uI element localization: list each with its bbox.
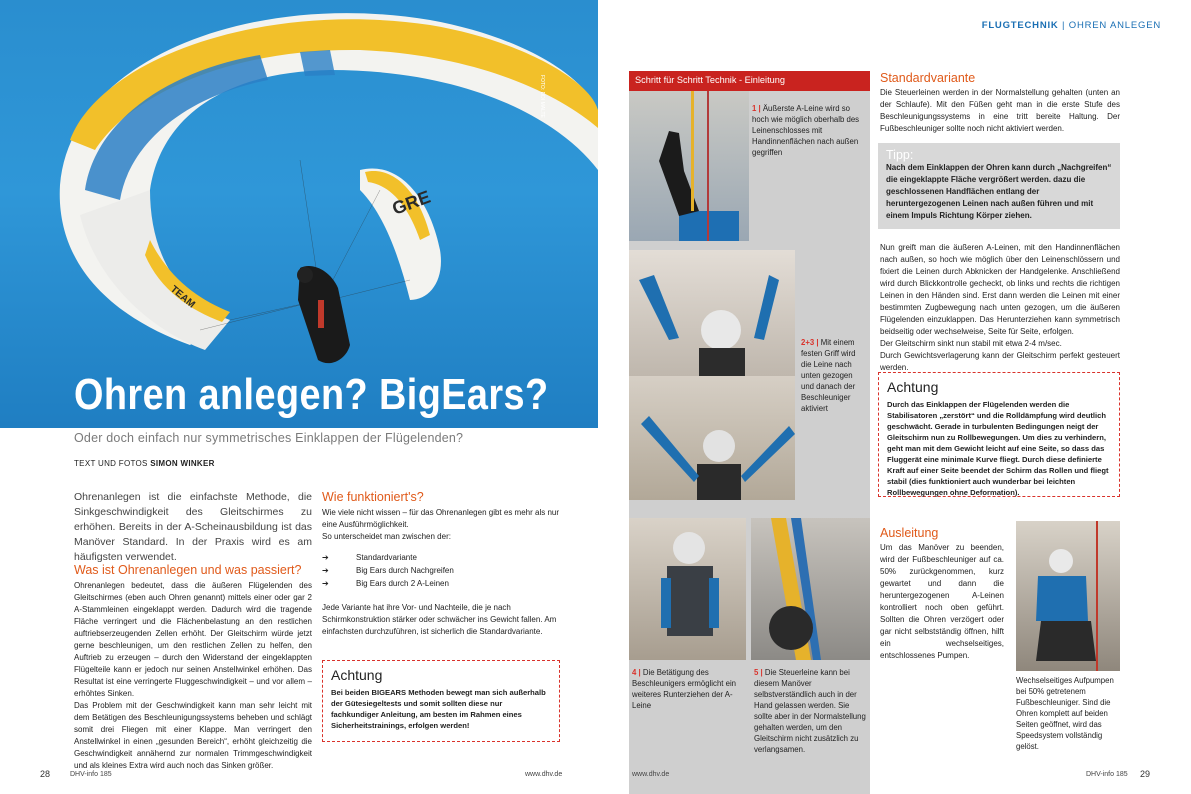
running-header <box>982 20 1161 31</box>
byline <box>74 459 215 468</box>
step-photo-5 <box>751 518 870 660</box>
list-item-label: Standardvariante <box>356 553 417 562</box>
page-subtitle: Oder doch einfach nur symmetrisches Einklappen der Flügelenden? <box>74 431 464 445</box>
section-body-2: Das Problem mit der Geschwindigkeit kann man sehr leicht mit dem Betätigen des Beschleunigungssystems beheben und schlägt somit drei Fliegen mit einer Klappe. Man verringert den Anstellwinkel in einen „gesunden Bereich“, erhöht gleichzeitig die Geschwindigkeit annähernd zur normalen Trimmgeschwindigkeit und als kleines Extra wird auch noch das Sinken größer. <box>74 701 312 770</box>
step-photo-4 <box>629 518 746 660</box>
section-heading: Was ist Ohrenanlegen und was passiert? <box>74 563 302 577</box>
tip-box <box>878 143 1120 229</box>
list-item <box>322 551 562 564</box>
caption-text: Die Steuerleine kann bei diesem Manöver selbstverständlich auch in der Hand gelassen werden. Sie sollte aber in der Normalstellung gehalten werden, um den Gleitschirm nicht zusätzlich zu verlangsamen. <box>754 668 866 754</box>
body-paragraph-3: Durch Gewichtsverlagerung kann der Gleitschirm perfekt gesteuert werden. <box>880 351 1120 372</box>
list-item-label: Big Ears durch Nachgreifen <box>356 566 454 575</box>
pumping-photo <box>1016 521 1120 671</box>
section-body: Die Steuerleinen werden in der Normalstellung gehalten (unten an der Schlaufe). Mit den Füßen geht man in die erste Stufe des Beschleunigungssystems in eine tritt bereite Haltung. Der Fußbeschleuniger sollte noch nicht aktiviert werden. <box>880 88 1120 133</box>
list-item <box>322 577 562 590</box>
step-photo-3 <box>629 376 795 500</box>
photo-credit: FOTO: DDI MALTE <box>539 75 545 118</box>
caption-step-2-3 <box>801 337 867 414</box>
wing-logo-team: TEAM <box>168 283 197 311</box>
byline-author: SIMON WINKER <box>150 459 215 468</box>
wing-logo-text: GRE <box>389 186 434 219</box>
caption-number: 1 | <box>752 104 761 113</box>
intro-paragraph: Ohrenanlegen ist die einfachste Methode, die Sinkgeschwindigkeit des Gleitschirmes zu erhöhen. Bereits in der A-Scheinausbildung ist das Manöver Standard. In der Praxis wird es am häufigsten verwendet. <box>74 491 312 563</box>
footer-right: DHV-info 185 <box>1086 771 1128 778</box>
page-title: Ohren anlegen? BigEars? <box>74 370 549 419</box>
section-body: Um das Manöver zu beenden, wird der Fußbeschleuniger auf ca. 50% zurückgenommen, kurz gewartet und dann die heruntergezogenen A-Leinen kontrolliert noch oben geführt. Sollten die Ohren verzögert oder gar nicht selbstständig öffnen, hilft ein wechselseitiges, entschlossenes Pumpen. <box>880 543 1004 660</box>
caption-text: Äußerste A-Leine wird so hoch wie möglich oberhalb des Leinenschlosses mit Handinnenflächen nach außen gegriffen <box>752 104 860 157</box>
caption-number: 2+3 | <box>801 338 819 347</box>
step-photo-2 <box>629 250 795 376</box>
footer-left: DHV-info 185 <box>70 771 112 778</box>
caption-number: 4 | <box>632 668 641 677</box>
achtung-heading: Achtung <box>331 667 383 683</box>
achtung-body: Bei beiden BIGEARS Methoden bewegt man sich außerhalb der Gütesiegeltests und somit sollten diese nur fachkundiger Anleitung, am besten im Rahmen eines Sicherheitstrainings, erfolgen werden! <box>331 688 546 730</box>
caption-step-5 <box>754 667 868 755</box>
step-photo-1 <box>629 91 749 241</box>
runhead-separator: | <box>1058 20 1069 31</box>
arrow-icon: ➔ <box>322 566 329 575</box>
achtung-body: Durch das Einklappen der Flügelenden werden die Stabilisatoren „zerstört“ und die Rolldämpfung wird deutlich geschwächt. Gerade in turbulenten Bedingungen neigt der Gleitschirm nun zu Rollbewegungen. Um dies zu verhindern, geht man mit dem Gewicht leicht auf eine Seite, so dass das Fluggerät eine minimale Kurve fliegt. Durch diese definierte Kraft auf einer Seite beendet der Schirm das Rollen und fliegt stabil (dies funktioniert auch wunderbar bei leichten Rollbewegungen ohne Deformation). <box>887 400 1109 497</box>
section-heading: Wie funktioniert's? <box>322 490 424 504</box>
caption-number: 5 | <box>754 668 763 677</box>
tip-heading: Tipp: <box>886 148 914 162</box>
section-standard <box>880 71 1120 135</box>
body-paragraph-2: Der Gleitschirm sinkt nun stabil mit etwa 2-4 m/sec. <box>880 339 1062 348</box>
achtung-box-right <box>878 372 1120 497</box>
caption-step-1 <box>752 103 868 158</box>
caption-step-4 <box>632 667 744 711</box>
main-body-text <box>880 242 1120 374</box>
section-body-b: So unterscheidet man zwischen der: <box>322 532 451 541</box>
arrow-icon: ➔ <box>322 553 329 562</box>
section-ausleitung <box>880 526 1004 662</box>
caption-text: Die Betätigung des Beschleunigers ermöglicht ein weiteres Runterziehen der A-Leine <box>632 668 737 710</box>
achtung-heading: Achtung <box>887 379 939 395</box>
runhead-topic: OHREN ANLEGEN <box>1068 20 1161 31</box>
section-heading: Standardvariante <box>880 71 976 85</box>
list-item-label: Big Ears durch 2 A-Leinen <box>356 579 449 588</box>
canopy-illustration <box>0 0 598 428</box>
tip-body: Nach dem Einklappen der Ohren kann durch „Nachgreifen“ die eingeklappte Fläche vergrößert werden. dazu die geschlossenen Handflächen entlang der heruntergezogenen Leinen nach außen führen und mit einem Impuls Richtung Körper ziehen. <box>886 163 1112 220</box>
list-item <box>322 564 562 577</box>
paraglider-photo <box>0 0 598 428</box>
footer-url-left: www.dhv.de <box>525 771 563 778</box>
pumping-caption: Wechselseitiges Aufpumpen bei 50% getretenem Fußbeschleuniger. Sind die Ohren komplett auf beiden Seiten geöffnet, wird das Speedsystem vollständig gelöst. <box>1016 676 1114 751</box>
byline-prefix: TEXT UND FOTOS <box>74 459 151 468</box>
section-what-happens <box>74 563 312 772</box>
step-header: Schritt für Schritt Technik - Einleitung <box>629 71 870 91</box>
achtung-box-left <box>322 660 560 742</box>
footer-url-right: www.dhv.de <box>632 771 670 778</box>
section-body: Wie viele nicht wissen – für das Ohrenanlegen gibt es mehr als nur eine Ausführmöglichkeit. <box>322 508 560 529</box>
section-heading: Ausleitung <box>880 526 939 540</box>
section-how-it-works <box>322 490 562 638</box>
section-body: Ohrenanlegen bedeutet, dass die äußeren Flügelenden des Gleitschirmes (eben auch Ohren genannt) mittels einer oder gar 2 A-Stammleinen eingeklappt werden. Dadurch wird die tragende Fläche verringert und die Flächenbelastung an den restlichen auftriebserzeugenden Zellen erhöht. Der Gleitschirm würde jetzt gerne beschleunigen, um den restlichen Zellen zu helfen, den Auftrieb zu erzeugen – durch den Widerstand der eingeklappten Flügelteile kann er jedoch nur seinen Anstellwinkel erhöhen. Das Resultat ist eine verringerte Fluggeschwindigkeit – und vor allem – erhöhtes Sinken. <box>74 581 312 698</box>
body-paragraph: Nun greift man die äußeren A-Leinen, mit den Handinnenflächen nach außen, so hoch wie möglich über den Leinenschlössern und fixiert die Leinen durch Abknicken der Handgelenke. Anschließend wird durch Blickkontrolle gecheckt, ob links und rechts die richtigen Leinen in den Händen sind. Erst dann werden die Leinen mit einer bestimmten Zugbewegung nach unten gezogen, um die äußeren Flügelenden einzuklappen. Das Herunterziehen kann symmetrisch beidseitig oder wechselweise, Seite für Seite, erfolgen. <box>880 243 1120 336</box>
page-number-left: 28 <box>40 769 51 779</box>
caption-text: Mit einem festen Griff wird die Leine nach unten gezogen und danach der Beschleuniger aktiviert <box>801 338 856 413</box>
arrow-icon: ➔ <box>322 579 329 588</box>
section-body-2: Jede Variante hat ihre Vor- und Nachteile, die je nach Schirmkonstruktion stärker oder schwächer ins Gewicht fallen. Am einfachsten durchzuführen, ist sicherlich die Standardvariante. <box>322 603 557 636</box>
page-number-right: 29 <box>1140 769 1151 779</box>
runhead-section: FLUGTECHNIK <box>981 20 1059 31</box>
